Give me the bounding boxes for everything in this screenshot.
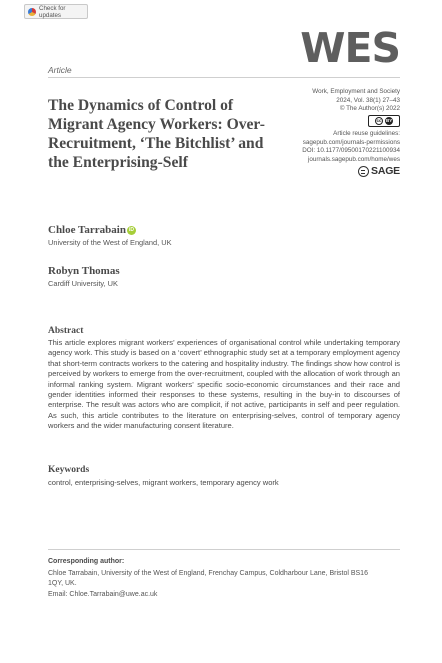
sage-logo: [358, 165, 400, 177]
corr-line: 1QY, UK.: [48, 580, 77, 588]
author-name-2: Robyn Thomas: [48, 265, 120, 277]
article-title: The Dynamics of Control of Migrant Agency Workers: Over-Recruitment, ‘The Bitchlist’ and the Enterprising-Self: [48, 97, 265, 171]
publisher-name: SAGE: [371, 165, 400, 177]
corr-line: Chloe Tarrabain, University of the West of England, Frenchay Campus, Coldharbour Lane, Bristol BS16: [48, 570, 368, 577]
journal-meta: [312, 88, 400, 114]
author-name: Chloe Tarrabain: [48, 224, 126, 236]
corresponding-author-label: Corresponding author:: [48, 558, 125, 565]
author-affiliation-1: University of the West of England, UK: [48, 238, 172, 247]
cc-icon: cc: [376, 118, 382, 123]
keywords-heading: Keywords: [48, 465, 90, 475]
keywords-text: control, enterprising-selves, migrant workers, temporary agency work: [48, 478, 279, 487]
check-for-updates-label: Check for updates: [39, 4, 66, 19]
author-affiliation-2: Cardiff University, UK: [48, 279, 118, 288]
reuse-label: Article reuse guidelines:: [333, 130, 400, 137]
footer-divider: [48, 549, 400, 550]
reuse-meta: [302, 130, 400, 164]
article-type: Article: [48, 65, 72, 75]
reuse-link[interactable]: sagepub.com/journals-permissions: [302, 138, 400, 146]
volume-info: 2024, Vol. 38(1) 27–43: [336, 96, 400, 104]
abstract-text: This article explores migrant workers’ experiences of organisational control while undertaking temporary agency work. This study is based on a ‘covert’ ethnographic study set at a temporary employment agency that short-term contracts workers to the catering and hospitality industry. The findings show how control is perceived by workers to emerge from the over-recruitment, coupled with the allocation of work through an informal ranking system. Migrant workers’ specific socio-economic circumstances and their race and gender identities informed their responses to these systems, resulting in the buy-in to discourses of enterprise. The result was actors who are complicit, if not active, participants in self and peer regulation. As such, this article contributes to the literature on enterprising-selves, control of temporary agency workers and the wider manufacturing consent literature.: [48, 338, 400, 431]
crossmark-icon: [28, 8, 36, 16]
by-icon: BY: [386, 118, 393, 123]
orcid-icon[interactable]: iD: [128, 227, 134, 233]
cc-by-license-icon[interactable]: [368, 115, 400, 127]
journal-name: Work, Employment and Society: [312, 88, 400, 95]
doi-link[interactable]: DOI: 10.1177/09500170221100934: [302, 147, 400, 155]
author-name-1: [48, 224, 136, 236]
corr-email[interactable]: Email: Chloe.Tarrabain@uwe.ac.uk: [48, 590, 158, 598]
sage-mark-icon: [358, 166, 369, 177]
check-for-updates-button[interactable]: [24, 4, 88, 19]
journal-logo: WES: [300, 24, 400, 72]
header-divider: [48, 77, 400, 78]
abstract-heading: Abstract: [48, 326, 84, 336]
corresponding-author-details: [48, 569, 388, 600]
journal-home-link[interactable]: journals.sagepub.com/home/wes: [307, 155, 400, 163]
copyright: © The Author(s) 2022: [339, 105, 400, 113]
